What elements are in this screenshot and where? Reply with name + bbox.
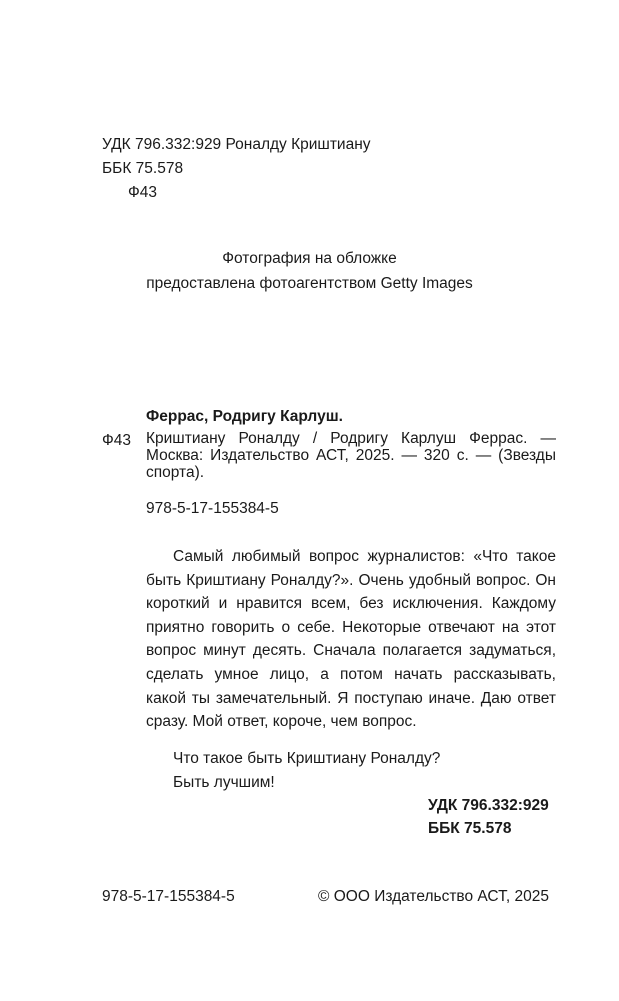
copyright-notice: © ООО Издательство АСТ, 2025 bbox=[318, 888, 549, 905]
photo-credit-line-1: Фотография на обложке bbox=[222, 250, 397, 267]
annotation-line: Самый любимый вопрос журналистов: «Что такое bbox=[173, 548, 556, 565]
isbn-bibliographic: 978-5-17-155384-5 bbox=[146, 500, 279, 517]
bbk-code-bottom: ББК 75.578 bbox=[428, 820, 512, 837]
annotation-question: Что такое быть Криштиану Роналду? bbox=[173, 750, 441, 767]
author-mark-bibliographic: Ф43 bbox=[102, 432, 132, 449]
annotation-line: приятно говорить о себе. Некоторые отвечают на этот bbox=[146, 618, 556, 636]
annotation-line: сразу. Мой ответ, короче, чем вопрос. bbox=[146, 713, 417, 731]
udk-code-top: УДК 796.332:929 Роналду Криштиану bbox=[102, 136, 371, 153]
isbn-footer: 978-5-17-155384-5 bbox=[102, 888, 235, 905]
annotation-line: быть Криштиану Роналду?». Очень удобный вопрос. Он bbox=[146, 571, 556, 589]
author-heading: Феррас, Родригу Карлуш. bbox=[146, 408, 343, 425]
bibliographic-line: Москва: Издательство АСТ, 2025. — 320 с. — (Звезды bbox=[146, 447, 556, 464]
annotation-answer: Быть лучшим! bbox=[173, 774, 275, 791]
annotation-line: какой ты замечательный. Я поступаю иначе. Даю ответ bbox=[146, 689, 556, 707]
bibliographic-line: Криштиану Роналду / Родригу Карлуш Феррас. — bbox=[146, 430, 556, 447]
annotation-paragraph bbox=[146, 545, 556, 734]
photo-credit-line-2: предоставлена фотоагентством Getty Images bbox=[146, 275, 473, 292]
photo-credit bbox=[0, 246, 619, 296]
annotation-line: вопрос минут десять. Сначала полагается задуматься, bbox=[146, 642, 556, 660]
bibliographic-line: спорта). bbox=[146, 464, 205, 481]
author-mark-top: Ф43 bbox=[128, 184, 158, 201]
annotation-line: сделать умное лицо, а потом начать рассказывать, bbox=[146, 665, 556, 683]
udk-code-bottom: УДК 796.332:929 bbox=[428, 797, 549, 814]
annotation-line: короткий и нравится всем, без исключения. Каждому bbox=[146, 595, 556, 613]
bibliographic-description bbox=[146, 430, 556, 481]
bbk-code-top: ББК 75.578 bbox=[102, 160, 184, 177]
